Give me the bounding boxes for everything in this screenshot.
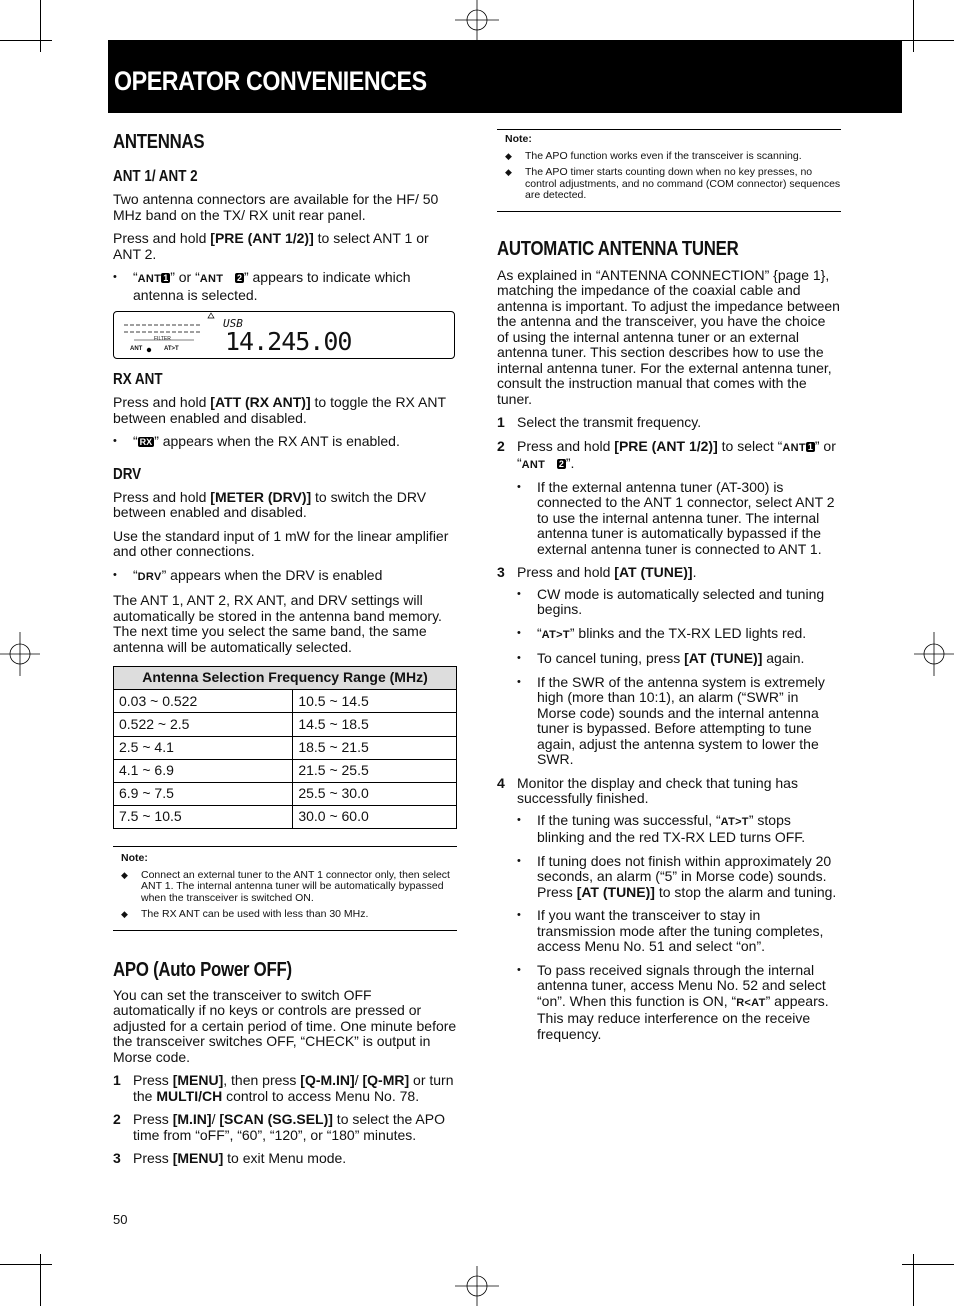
aat-heading: AUTOMATIC ANTENNA TUNER xyxy=(497,237,739,260)
rx-ant-paragraph: Press and hold [ATT (RX ANT)] to toggle the RX ANT between enabled and disabled. xyxy=(113,394,446,426)
note-item: ◆ Connect an external tuner to the ANT 1 connector only, then select ANT 1. The internal antenna tuner will be automatically bypassed when the transceiver is switched ON. xyxy=(121,870,457,905)
drv-heading: DRV xyxy=(113,465,142,483)
lcd-at-label: AT>T xyxy=(164,346,179,352)
ant12-bullet: • “ANT 1 ” or “ANT 2 ” appears to indicate which antenna is selected. xyxy=(113,270,457,303)
frequency-range-table xyxy=(113,666,457,829)
aat-step-3: 3 Press and hold [AT (TUNE)]. • CW mode is automatically selected and tuning begins. • “AT>T” blinks and the TX-RX LED lights red. • To cancel tuning, press [AT (TUNE)] again. • If the SWR of the antenna system is extremely high (more than 10:1), an alarm (“SWR” in Morse code) sounds and the internal antenna tuner is bypassed. Before attempting to tune again, adjust the antenna system to lower the SWR. xyxy=(497,565,841,768)
rx-ant-heading: RX ANT xyxy=(113,371,163,388)
aat-step-4: 4 Monitor the display and check that tuning has successfully finished. • If the tuning was successful, “AT>T” stops blinking and the red TX-RX LED turns OFF. • If tuning does not finish within approximately 20 seconds, an alarm (“5” in Morse code) sounds. Press [AT (TUNE)] to stop the alarm and tuning. • If you want the transceiver to stay in transmission mode after the tuning completes, access Menu No. 51 and select “on”. • To pass received signals through the internal antenna tuner, access Menu No. 52 and select “on”. When this function is ON, “R<AT” appears. This may reduce interference on the receive frequency. xyxy=(497,776,841,1043)
registration-mark-top xyxy=(455,0,499,40)
lcd-ant-label: ANT xyxy=(130,346,143,352)
apo-step-3: 3 Press [MENU] to exit Menu mode. xyxy=(113,1150,347,1167)
rx-ant-bullet: • “ RX ” appears when the RX ANT is enabled. xyxy=(113,434,457,450)
aat-step-3-sub: • If the SWR of the antenna system is extremely high (more than 10:1), an alarm (“SWR” in Morse code) sounds and the internal antenna tuner is bypassed. Before attempting to tune again, adjust the antenna system to lower the SWR. xyxy=(517,675,841,768)
apo-heading: APO (Auto Power OFF) xyxy=(113,958,292,981)
lcd-filter-label: FILTER xyxy=(154,336,171,342)
right-column xyxy=(497,129,841,1050)
aat-paragraph: As explained in “ANTENNA CONNECTION” {page 1}, matching the impedance of the coaxial cable and antenna is important. To adjust the impedance between the antenna and the transceiver, you have the choice of using the internal antenna tuner or an external antenna tuner. This section describes how to use the internal antenna tuner. For the external antenna tuner, consult the instruction manual that comes with the tuner. xyxy=(497,266,840,407)
lcd-mode: USB xyxy=(223,317,243,330)
aat-step-4-sub: • If tuning does not finish within approximately 20 seconds, an alarm (“5” in Morse code) sounds. Press [AT (TUNE)] to stop the alarm and tuning. xyxy=(517,854,841,901)
drv-paragraph-3: The ANT 1, ANT 2, RX ANT, and DRV settings will automatically be stored in the antenna band memory. The next time you select the same band, the same antenna will be automatically selected. xyxy=(113,592,442,655)
drv-paragraph-1: Press and hold [METER (DRV)] to switch the DRV between enabled and disabled. xyxy=(113,488,427,520)
aat-step-4-sub: • If the tuning was successful, “AT>T” stops blinking and the red TX-RX LED turns OFF. xyxy=(517,813,841,846)
table-row: 0.03 ~ 0.522 10.5 ~ 14.5 xyxy=(114,690,457,713)
registration-mark-bottom xyxy=(455,1266,499,1306)
drv-bullet: • “DRV” appears when the DRV is enabled xyxy=(113,568,457,586)
drv-paragraph-2: Use the standard input of 1 mW for the linear amplifier and other connections. xyxy=(113,527,449,559)
aat-step-4-sub: • To pass received signals through the internal antenna tuner, access Menu No. 52 and select “on”. When this function is ON, “R<AT” appears. This may reduce interference on the receive frequency. xyxy=(517,963,841,1043)
note-item: ◆ The RX ANT can be used with less than 30 MHz. xyxy=(121,909,457,921)
antennas-heading: ANTENNAS xyxy=(113,131,205,153)
table-row: 0.522 ~ 2.5 14.5 ~ 18.5 xyxy=(114,713,457,736)
apo-note: Note: ◆ The APO function works even if the transceiver is scanning. ◆ The APO timer starts counting down when no key presses, no control adjustments, and no command (COM connector) sequences are detected. xyxy=(497,129,841,212)
table-row: 7.5 ~ 10.5 30.0 ~ 60.0 xyxy=(114,806,457,829)
ant12-heading: ANT 1/ ANT 2 xyxy=(113,168,198,185)
apo-step-1: 1 Press [MENU], then press [Q-M.IN]/ [Q-MR] or turn the MULTI/CH control to access Menu No. 78. xyxy=(113,1072,454,1104)
aat-step-1: 1 Select the transmit frequency. xyxy=(497,414,702,430)
lcd-frequency: 14.245.00 xyxy=(225,327,352,356)
table-header: Antenna Selection Frequency Range (MHz) xyxy=(114,667,457,690)
note-item: ◆ The APO function works even if the transceiver is scanning. xyxy=(505,151,841,163)
lcd-display-illustration xyxy=(113,311,455,359)
aat-step-2-sub: • If the external antenna tuner (AT-300) is connected to the ANT 1 connector, select ANT 2 to use the internal antenna tuner. The internal antenna tuner is automatically bypassed if the external antenna tuner is connected to ANT 1. xyxy=(517,480,841,558)
table-row: 2.5 ~ 4.1 18.5 ~ 21.5 xyxy=(114,736,457,759)
page-title: OPERATOR CONVENIENCES xyxy=(114,66,427,96)
registration-mark-left xyxy=(0,632,40,676)
registration-mark-right xyxy=(914,632,954,676)
aat-step-3-sub: • To cancel tuning, press [AT (TUNE)] again. xyxy=(517,651,841,667)
aat-step-2: 2 Press and hold [PRE (ANT 1/2)] to select “ANT 1 ” or “ANT 2 ”. • If the external antenna tuner (AT-300) is connected to the ANT 1 connector, select ANT 2 to use the internal antenna tuner. The internal antenna tuner is automatically bypassed if the external antenna tuner is connected to ANT 1. xyxy=(497,439,841,558)
aat-step-3-sub: • CW mode is automatically selected and tuning begins. xyxy=(517,587,841,618)
ant12-instruction: Press and hold [PRE (ANT 1/2)] to select ANT 1 or ANT 2. xyxy=(113,230,429,262)
table-row: 6.9 ~ 7.5 25.5 ~ 30.0 xyxy=(114,782,457,805)
title-banner xyxy=(108,40,902,113)
apo-step-2: 2 Press [M.IN]/ [SCAN (SG.SEL)] to select the APO time from “oFF”, “60”, “120”, or “180” minutes. xyxy=(113,1111,445,1143)
page-number: 50 xyxy=(113,1212,128,1227)
table-row: 4.1 ~ 6.9 21.5 ~ 25.5 xyxy=(114,759,457,782)
note-item: ◆ The APO timer starts counting down when no key presses, no control adjustments, and no command (COM connector) sequences are detected. xyxy=(505,167,841,202)
left-column xyxy=(113,131,457,1175)
antenna-note: Note: ◆ Connect an external tuner to the ANT 1 connector only, then select ANT 1. The internal antenna tuner will be automatically bypassed when the transceiver is switched ON. ◆ The RX ANT can be used with less than 30 MHz. xyxy=(113,846,457,931)
apo-paragraph: You can set the transceiver to switch OFF automatically if no keys or controls are pressed or adjusted for a certain period of time. One minute before the transceiver switches OFF, “CHECK” is output in Morse code. xyxy=(113,986,457,1065)
aat-step-3-sub: • “AT>T” blinks and the TX-RX LED lights red. xyxy=(517,626,841,644)
ant12-paragraph: Two antenna connectors are available for the HF/ 50 MHz band on the TX/ RX unit rear panel. xyxy=(113,191,439,223)
aat-step-4-sub: • If you want the transceiver to stay in transmission mode after the tuning completes, access Menu No. 51 and select “on”. xyxy=(517,908,841,955)
